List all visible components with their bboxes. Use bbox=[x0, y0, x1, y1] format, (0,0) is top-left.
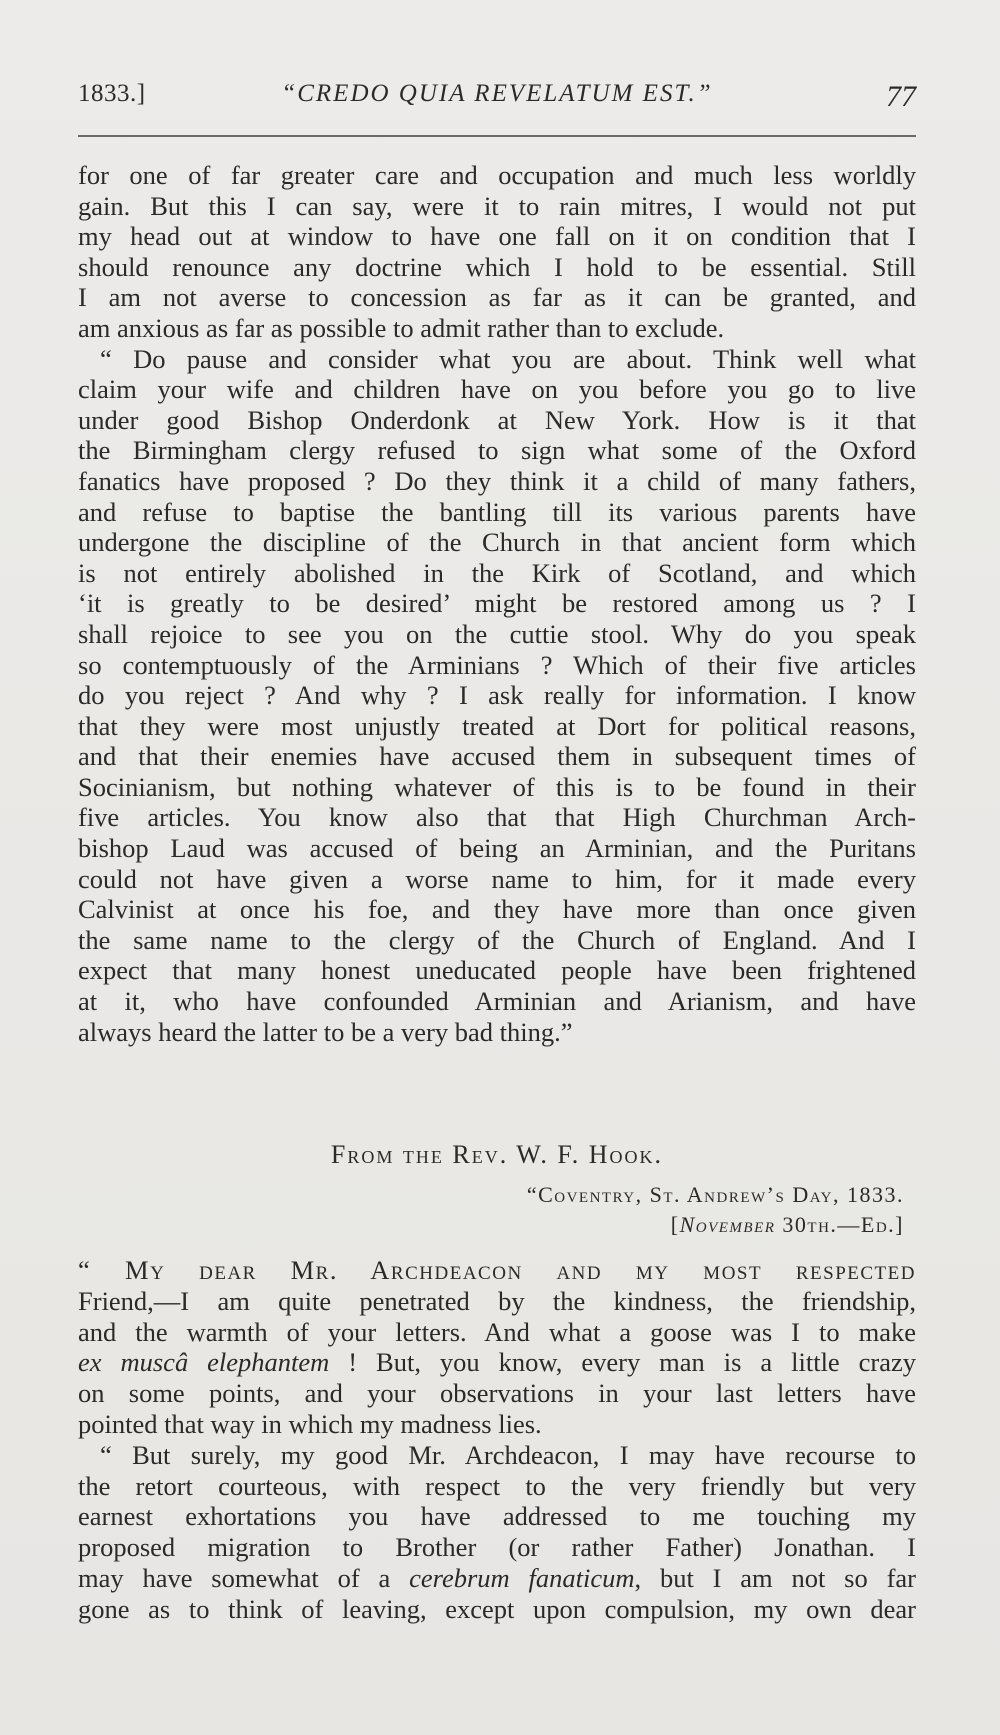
text-line: I am not averse to concession as far as it can be granted, and bbox=[78, 282, 916, 313]
editor-date-note bbox=[78, 1210, 904, 1240]
salutation-line: “ My dear Mr. Archdeacon and my most respected bbox=[78, 1255, 916, 1285]
latin-phrase: cerebrum fanaticum bbox=[409, 1562, 635, 1593]
text-line: and that their enemies have accused them in subsequent times of bbox=[78, 741, 916, 772]
text-line: Friend,—I am quite penetrated by the kindness, the friendship, bbox=[78, 1285, 916, 1316]
text-line: am anxious as far as possible to admit rather than to exclude. bbox=[78, 312, 725, 343]
text-line: the Birmingham clergy refused to sign what some of the Oxford bbox=[78, 435, 916, 466]
text-line: bishop Laud was accused of being an Arminian, and the Puritans bbox=[78, 833, 916, 864]
text-line: gone as to think of leaving, except upon compulsion, my own dear bbox=[78, 1593, 916, 1624]
running-head bbox=[78, 78, 916, 122]
text-line: always heard the latter to be a very bad thing.” bbox=[78, 1016, 573, 1047]
dateline-place-date: “Coventry, St. Andrew’s Day, 1833. bbox=[526, 1182, 904, 1207]
text-run: , but I am not so far bbox=[634, 1562, 916, 1593]
text-line: “ Do pause and consider what you are about. Think well what bbox=[100, 343, 916, 374]
text-line: proposed migration to Brother (or rather Father) Jonathan. I bbox=[78, 1532, 916, 1563]
text-line: the retort courteous, with respect to the very friendly but very bbox=[78, 1470, 916, 1501]
text-line: gain. But this I can say, were it to rain mitres, I would not put bbox=[78, 190, 916, 221]
text-line: on some points, and your observations in your last letters have bbox=[78, 1378, 916, 1409]
text-line: five articles. You know also that that High Churchman Arch- bbox=[78, 802, 916, 833]
text-line bbox=[78, 1347, 916, 1378]
text-line: earnest exhortations you have addressed to me touching my bbox=[78, 1501, 916, 1532]
text-line: could not have given a worse name to him, for it made every bbox=[78, 863, 916, 894]
text-line: pointed that way in which my madness lies. bbox=[78, 1408, 542, 1439]
page-number: 77 bbox=[886, 80, 916, 113]
text-line: at it, who have confounded Arminian and Arianism, and have bbox=[78, 986, 916, 1017]
text-line: undergone the discipline of the Church in that ancient form which bbox=[78, 527, 916, 558]
text-line bbox=[78, 1563, 916, 1594]
text-line: ‘it is greatly to be desired’ might be restored among us ? I bbox=[78, 588, 916, 619]
text-line: shall rejoice to see you on the cuttie stool. Why do you speak bbox=[78, 618, 916, 649]
text-line: and the warmth of your letters. And what a goose was I to make bbox=[78, 1316, 916, 1347]
text-line: fanatics have proposed ? Do they think it a child of many fathers, bbox=[78, 465, 916, 496]
text-run: may have somewhat of a bbox=[78, 1562, 410, 1593]
text-line: expect that many honest uneducated people have been frightened bbox=[78, 955, 916, 986]
text-line: “ But surely, my good Mr. Archdeacon, I may have recourse to bbox=[100, 1439, 916, 1470]
text-run: ! But, you know, every man is a little crazy bbox=[329, 1347, 917, 1378]
text-line: Socinianism, but nothing whatever of this is to be found in their bbox=[78, 771, 916, 802]
note-month: November bbox=[679, 1212, 776, 1237]
letter-body bbox=[78, 1255, 916, 1625]
note-bracket: [ bbox=[670, 1212, 680, 1237]
section-heading: From the Rev. W. F. Hook. bbox=[330, 1140, 664, 1169]
note-rest: 30th.—Ed.] bbox=[775, 1212, 904, 1237]
text-line: so contemptuously of the Arminians ? Which of their five articles bbox=[78, 649, 916, 680]
text-line: for one of far greater care and occupation and much less worldly bbox=[78, 160, 916, 190]
text-line: the same name to the clergy of the Church of England. And I bbox=[78, 924, 916, 955]
text-line: do you reject ? And why ? I ask really for information. I know bbox=[78, 680, 916, 711]
text-line: claim your wife and children have on you before you go to live bbox=[78, 374, 916, 405]
passage-continued bbox=[78, 160, 916, 1047]
text-line: and refuse to baptise the bantling till its various parents have bbox=[78, 496, 916, 527]
text-line: under good Bishop Onderdonk at New York. How is it that bbox=[78, 404, 916, 435]
text-line: my head out at window to have one fall on it on condition that I bbox=[78, 221, 916, 252]
running-head-title: “CREDO QUIA REVELATUM EST.” bbox=[281, 80, 713, 107]
text-line: is not entirely abolished in the Kirk of Scotland, and which bbox=[78, 557, 916, 588]
text-line: should renounce any doctrine which I hold to be essential. Still bbox=[78, 251, 916, 282]
text-line: that they were most unjustly treated at Dort for political reasons, bbox=[78, 710, 916, 741]
dateline bbox=[78, 1180, 904, 1240]
running-head-year: 1833.] bbox=[78, 80, 146, 107]
latin-phrase: ex muscâ elephantem bbox=[78, 1347, 330, 1378]
text-line: Calvinist at once his foe, and they have more than once given bbox=[78, 894, 916, 925]
header-rule bbox=[78, 135, 916, 137]
